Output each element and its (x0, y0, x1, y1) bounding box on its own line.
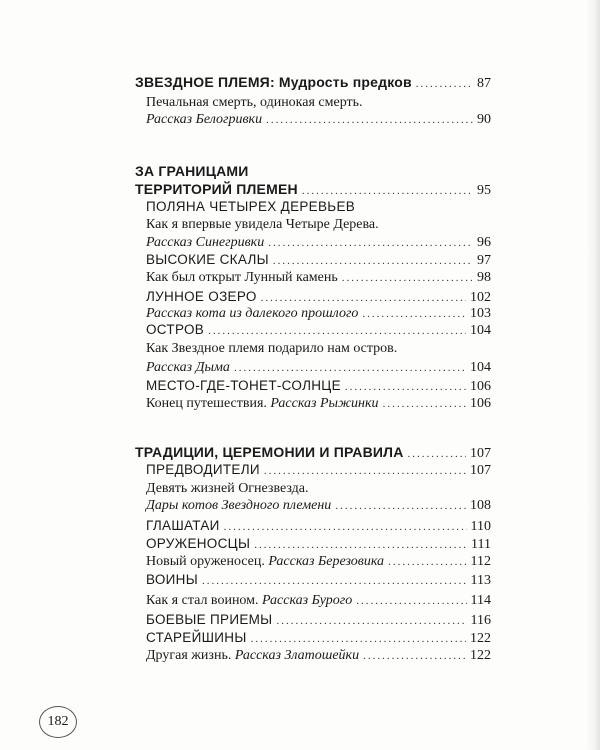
toc-leader-dots (342, 272, 473, 284)
toc-entry-story-credit: Рассказ Дыма (146, 360, 230, 375)
toc-leader-dots (345, 381, 466, 393)
toc-page-number: 96 (477, 235, 491, 250)
toc-entry-story-credit: Дары котов Звездного племени (146, 498, 332, 513)
toc-entry-title (146, 341, 397, 357)
toc-page-number: 90 (477, 112, 491, 127)
toc-entry-story-credit: Рассказ Белогривки (146, 112, 263, 127)
toc-entry-title (146, 322, 204, 337)
toc-entry-story-credit: Рассказ Златошейки (234, 648, 360, 663)
toc-entry-text: Печальная смерть, одинокая смерть. (146, 95, 363, 110)
toc-entry-story-credit: Рассказ Бурого (262, 593, 353, 608)
toc-entry-title (146, 518, 220, 533)
toc-page-number: 106 (470, 396, 491, 411)
toc-entry-text: ТЕРРИТОРИЙ ПЛЕМЕН (135, 181, 298, 197)
toc-entry-title (146, 252, 269, 267)
toc-entry-text: ПРЕДВОДИТЕЛИ (146, 462, 260, 477)
toc-entry-title (146, 289, 257, 304)
toc-entry (0, 396, 491, 418)
toc-page-number: 95 (477, 183, 491, 198)
toc-entry-text: ЛУННОЕ ОЗЕРО (146, 289, 257, 304)
toc-leader-dots (363, 650, 466, 662)
toc-page-number: 122 (470, 648, 491, 663)
toc-leader-dots (383, 398, 466, 410)
toc-leader-dots (251, 633, 466, 645)
toc-page-number: 106 (470, 379, 491, 394)
toc-entry-text: ВОИНЫ (146, 572, 198, 587)
toc-page-number: 116 (470, 613, 491, 628)
toc-page-number: 103 (470, 306, 491, 321)
toc-entry-title (135, 181, 298, 197)
toc-page-number: 107 (470, 446, 491, 461)
toc-leader-dots (416, 78, 473, 90)
toc-page-number: 97 (477, 253, 491, 268)
toc-leader-dots (302, 185, 473, 197)
toc-entry-title (146, 95, 363, 111)
toc-entry-text: ТРАДИЦИИ, ЦЕРЕМОНИИ И ПРАВИЛА (135, 444, 404, 460)
toc-entry-title (146, 360, 230, 376)
toc-page-number: 98 (477, 270, 491, 285)
toc-entry-text: Как я впервые увидела Четыре Дерева. (146, 217, 379, 232)
toc-leader-dots (356, 595, 466, 607)
toc-page-number: 104 (470, 360, 491, 375)
toc-leader-dots (208, 325, 466, 337)
toc-entry-text: ПОЛЯНА ЧЕТЫРЕХ ДЕРЕВЬЕВ (146, 199, 356, 214)
page-edge-shadow (586, 0, 600, 750)
toc-page-number: 110 (470, 519, 491, 534)
toc-entry-story-credit: Рассказ Рыжинки (270, 396, 379, 411)
toc-entry (0, 112, 491, 134)
toc-entry-text: ЗВЕЗДНОЕ ПЛЕМЯ: Мудрость предков (135, 74, 412, 90)
toc-leader-dots (276, 615, 466, 627)
toc-leader-dots (273, 255, 473, 267)
toc-entry-story-credit: Рассказ Синегривки (146, 235, 265, 250)
toc-leader-dots (388, 556, 466, 568)
toc-leader-dots (264, 465, 466, 477)
toc-leader-dots (234, 362, 466, 374)
toc-leader-dots (266, 114, 473, 126)
toc-entry-title (146, 630, 247, 645)
toc-entry-text: Девять жизней Огнезвезда. (146, 481, 309, 496)
toc-page-number: 107 (470, 463, 491, 478)
toc-entry-title (135, 444, 404, 460)
toc-entry-title (146, 235, 264, 251)
toc-entry-title (146, 481, 308, 497)
toc-entry-title (146, 378, 341, 393)
toc-entry-text: Как Звездное племя подарило нам остров. (146, 341, 398, 356)
toc-entry-text: ВЫСОКИЕ СКАЛЫ (146, 252, 269, 267)
toc-entry-text: ЗА ГРАНИЦАМИ (135, 163, 249, 179)
toc-entry-title (135, 163, 249, 179)
toc-entry-title (146, 572, 198, 587)
toc-page-number: 114 (470, 593, 491, 608)
toc-entry-text: Конец путешествия. (146, 396, 271, 411)
toc-leader-dots (362, 308, 466, 320)
toc-leader-dots (202, 575, 467, 587)
toc-entry-text: МЕСТО-ГДЕ-ТОНЕТ-СОЛНЦЕ (146, 378, 341, 393)
toc-page-number: 111 (471, 537, 491, 552)
toc-entry-text: БОЕВЫЕ ПРИЕМЫ (146, 612, 273, 627)
toc-entry-title (146, 199, 355, 214)
toc-entry-title (146, 217, 379, 233)
toc-leader-dots (335, 500, 466, 512)
page-number: 182 (39, 706, 77, 738)
toc-entry-title (146, 612, 272, 627)
toc-page-number: 112 (470, 554, 491, 569)
toc-entry-title (146, 554, 384, 570)
toc-entry-story-credit: Рассказ Березовика (268, 554, 385, 569)
toc-entry-title (146, 593, 352, 609)
toc-entry-title (146, 648, 359, 664)
toc-entry-title (146, 306, 358, 322)
toc-entry-title (146, 498, 331, 514)
toc-entry-title (135, 74, 412, 90)
toc-page-number: 108 (470, 498, 491, 513)
toc-leader-dots (261, 292, 466, 304)
toc-entry (0, 648, 491, 670)
toc-entry (0, 498, 491, 520)
toc-entry-title (146, 462, 260, 477)
toc-entry-text: ГЛАШАТАИ (146, 518, 220, 533)
toc-entry-text: Как был открыт Лунный камень (146, 270, 338, 285)
toc-leader-dots (254, 539, 467, 551)
toc-entry (0, 74, 491, 96)
toc-entry-title (146, 396, 379, 412)
toc-entry-title (146, 270, 338, 286)
toc-entry-text: Новый оруженосец. (146, 554, 269, 569)
toc-entry-text: Как я стал воином. (146, 593, 263, 608)
toc-entry-text: Другая жизнь. (146, 648, 235, 663)
toc-page-number: 122 (470, 631, 491, 646)
toc-page-number: 113 (470, 573, 491, 588)
toc-entry-title (146, 536, 250, 551)
toc-entry-title (146, 112, 262, 128)
toc-leader-dots (268, 237, 473, 249)
toc-entry-text: ОСТРОВ (146, 322, 205, 337)
toc-page-number: 104 (470, 323, 491, 338)
toc-leader-dots (224, 521, 467, 533)
toc-entry (0, 572, 491, 594)
toc-page-number: 102 (470, 290, 491, 305)
toc-page-number: 87 (477, 76, 491, 91)
toc-leader-dots (408, 448, 466, 460)
toc-entry-text: СТАРЕЙШИНЫ (146, 630, 247, 645)
toc-entry-story-credit: Рассказ кота из далекого прошлого (146, 306, 359, 321)
toc-entry-text: ОРУЖЕНОСЦЫ (146, 536, 251, 551)
